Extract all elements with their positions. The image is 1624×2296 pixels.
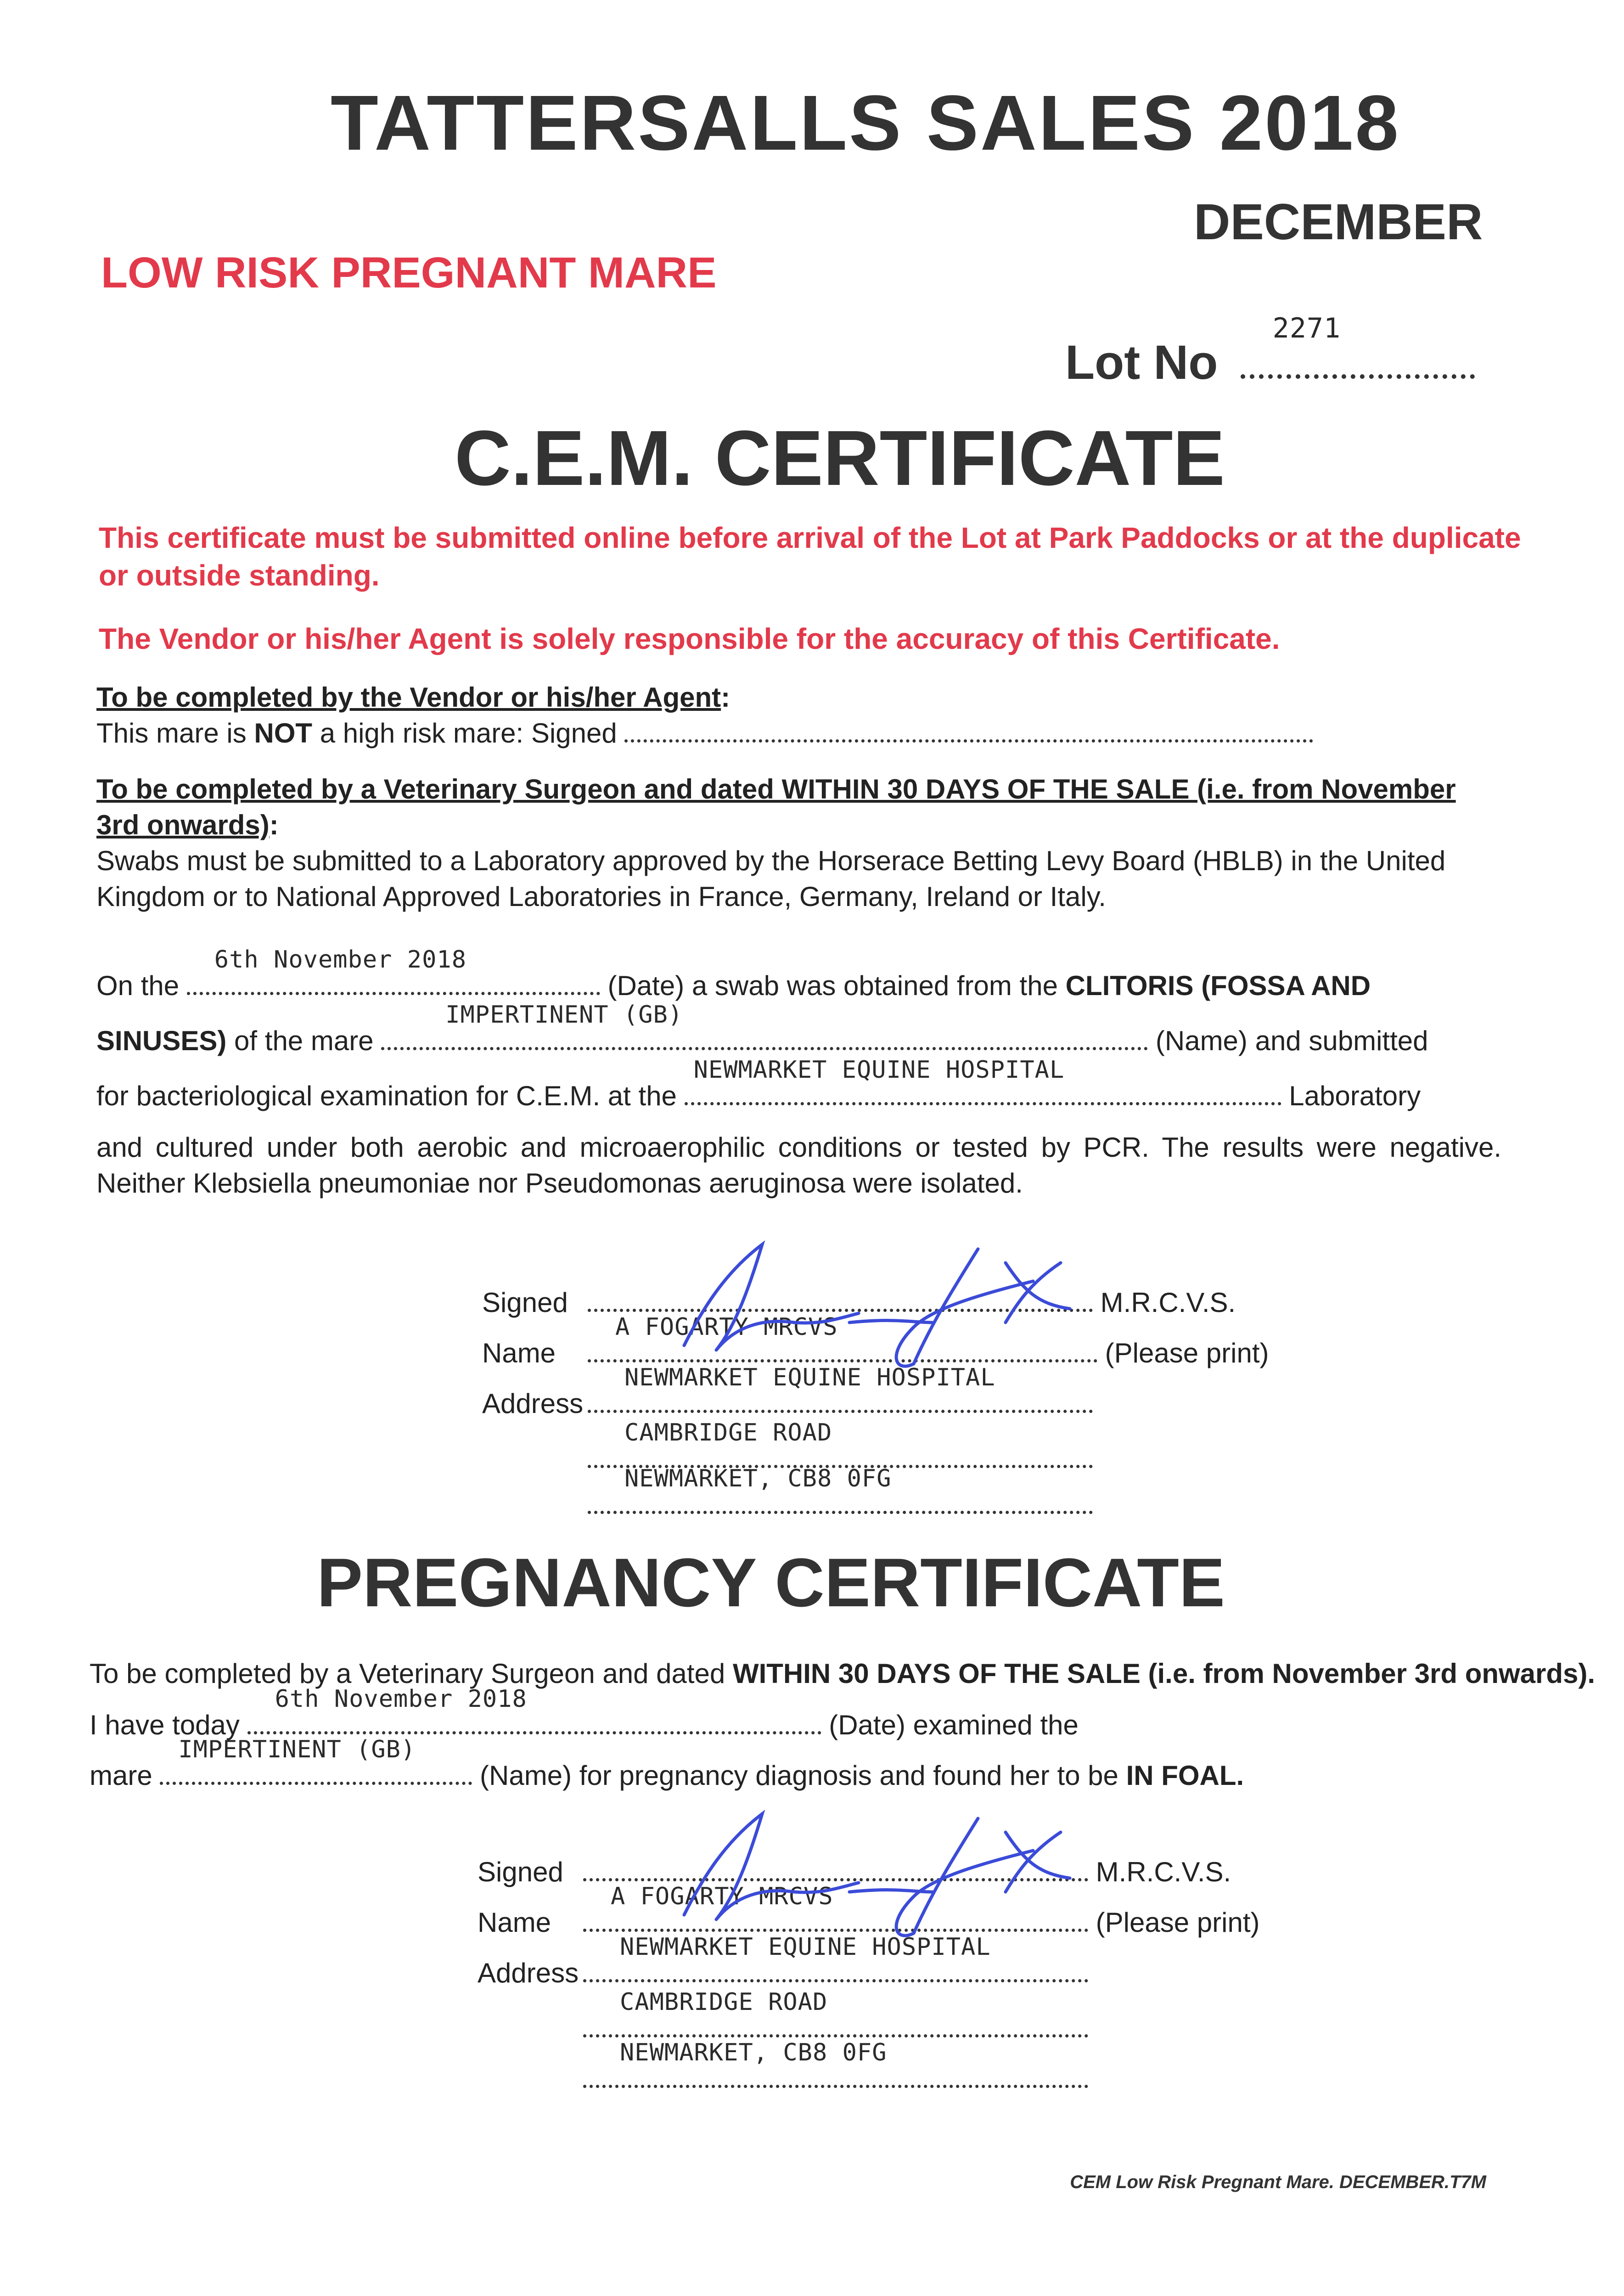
lot-label: Lot No xyxy=(1065,336,1218,389)
mare-name-field xyxy=(381,1001,1148,1050)
preg-address-label: Address xyxy=(478,1958,579,1988)
lot-number-value: 2271 xyxy=(1272,312,1341,344)
preg-address-line-2: CAMBRIDGE ROAD xyxy=(620,1988,828,2016)
preg-address-line-3: NEWMARKET, CB8 0FG xyxy=(620,2039,887,2066)
cem-please-print: (Please print) xyxy=(1105,1338,1269,1368)
preg-address-field-3 xyxy=(583,2039,1088,2088)
preg-address-row-3 xyxy=(583,2039,1088,2094)
pregnancy-mare-value: IMPERTINENT (GB) xyxy=(178,1736,416,1763)
vendor-signature-field xyxy=(624,716,1313,743)
cem-address-field-2 xyxy=(588,1419,1093,1468)
mare-name-value: IMPERTINENT (GB) xyxy=(445,1001,683,1029)
pregnancy-examined-label: (Date) examined the xyxy=(829,1710,1079,1740)
pregnancy-mare-field xyxy=(160,1736,472,1785)
cem-name-value: A FOGARTY MRCVS xyxy=(615,1313,838,1341)
pregnancy-date-value: 6th November 2018 xyxy=(275,1685,527,1713)
cem-address-line-1: NEWMARKET EQUINE HOSPITAL xyxy=(624,1364,995,1391)
laboratory-label: Laboratory xyxy=(1289,1080,1421,1111)
preg-signed-label: Signed xyxy=(478,1857,563,1887)
vet-section-heading: To be completed by a Veterinary Surgeon and dated WITHIN 30 DAYS OF THE SALE (i.e. from November 3rd onwards) xyxy=(96,774,1456,840)
preg-please-print: (Please print) xyxy=(1096,1907,1260,1938)
pregnancy-today-label: I have today xyxy=(90,1710,240,1740)
pregnancy-diagnosis-text: (Name) for pregnancy diagnosis and found her to be xyxy=(480,1760,1126,1791)
swab-mare-row xyxy=(96,1001,1428,1057)
name-and-submitted-label: (Name) and submitted xyxy=(1155,1025,1428,1056)
sale-month: DECEMBER xyxy=(1194,194,1483,250)
laboratory-value: NEWMARKET EQUINE HOSPITAL xyxy=(693,1056,1065,1084)
vendor-section: To be completed by the Vendor or his/her Agent: This mare is NOT a high risk mare: Signed xyxy=(96,680,1501,751)
preg-name-value: A FOGARTY MRCVS xyxy=(611,1883,833,1910)
pregnancy-date-field xyxy=(247,1685,821,1734)
preg-signature-scribble xyxy=(657,1805,1093,1942)
swab-date-row xyxy=(96,946,1371,1002)
submission-notice: This certificate must be submitted online before arrival of the Lot at Park Paddocks or at the duplicate or outside standing. xyxy=(99,521,1521,592)
mare-category: LOW RISK PREGNANT MARE xyxy=(101,248,717,297)
preg-address-field-2 xyxy=(583,1988,1088,2037)
of-the-mare-label: of the mare xyxy=(226,1025,374,1056)
preg-address-line-1: NEWMARKET EQUINE HOSPITAL xyxy=(620,1933,991,1961)
swab-date-text: (Date) a swab was obtained from the xyxy=(607,970,1066,1001)
pregnancy-certificate-heading: PREGNANCY CERTIFICATE xyxy=(317,1544,1225,1621)
cem-address-row-1 xyxy=(482,1364,1093,1419)
swab-location: CLITORIS (FOSSA AND xyxy=(1065,970,1371,1001)
lot-number-field xyxy=(1241,312,1475,379)
cem-signed-label: Signed xyxy=(482,1287,568,1318)
laboratory-row xyxy=(96,1056,1421,1112)
vendor-statement-not: NOT xyxy=(254,718,313,748)
sinuses-label: SINUSES) xyxy=(96,1025,227,1056)
on-the-label: On the xyxy=(96,970,180,1001)
cem-address-line-2: CAMBRIDGE ROAD xyxy=(624,1419,832,1446)
cem-mrcvs-label: M.R.C.V.S. xyxy=(1100,1287,1236,1318)
preg-address-field-1 xyxy=(583,1933,1088,1982)
pregnancy-intro-row-1 xyxy=(90,1658,1595,1689)
document-title: TATTERSALLS SALES 2018 xyxy=(331,79,1400,167)
in-foal-result: IN FOAL. xyxy=(1126,1760,1244,1791)
vendor-statement-b: a high risk mare: Signed xyxy=(312,718,617,748)
vendor-responsibility-notice: The Vendor or his/her Agent is solely responsible for the accuracy of this Certificate. xyxy=(99,622,1280,655)
preg-address-row-1 xyxy=(478,1933,1088,1989)
lot-number-row xyxy=(1065,312,1475,390)
cem-address-field-3 xyxy=(588,1465,1093,1514)
pregnancy-mare-row xyxy=(90,1736,1244,1791)
swab-instructions: Swabs must be submitted to a Laboratory approved by the Horserace Betting Levy Board (HBLB) in the United Kingdom or to National Approved Laboratories in France, Germany, Ireland or Italy. xyxy=(96,845,1446,912)
vendor-section-heading: To be completed by the Vendor or his/her Agent xyxy=(96,682,721,713)
cem-certificate-heading: C.E.M. CERTIFICATE xyxy=(455,415,1225,502)
bacteriological-text: for bacteriological examination for C.E.M. at the xyxy=(96,1080,677,1111)
form-reference-footer: CEM Low Risk Pregnant Mare. DECEMBER.T7M xyxy=(1070,2172,1486,2192)
cem-address-field-1 xyxy=(588,1364,1093,1413)
pregnancy-within-30-days: WITHIN 30 DAYS OF THE SALE (i.e. from November 3rd onwards). xyxy=(732,1658,1596,1689)
preg-mrcvs-label: M.R.C.V.S. xyxy=(1096,1857,1231,1887)
cem-name-label: Name xyxy=(482,1338,556,1368)
preg-name-label: Name xyxy=(478,1907,551,1938)
culture-results: and cultured under both aerobic and microaerophilic conditions or tested by PCR. The results were negative. Neither Klebsiella pneumoniae nor Pseudomonas aeruginosa were isolated. xyxy=(96,1132,1501,1199)
cem-address-row-3 xyxy=(588,1465,1093,1520)
vendor-statement-a: This mare is xyxy=(96,718,254,748)
swab-date-value: 6th November 2018 xyxy=(214,946,467,974)
cem-signature-scribble xyxy=(657,1235,1093,1373)
pregnancy-mare-label: mare xyxy=(90,1760,152,1791)
cem-address-label: Address xyxy=(482,1388,584,1419)
swab-date-field xyxy=(187,946,600,995)
vet-section: To be completed by a Veterinary Surgeon and dated WITHIN 30 DAYS OF THE SALE (i.e. from November 3rd onwards): Swabs must be submitted to a Laboratory approved by the Horserace Betting Levy Board (HBLB) in the United Kingdom or to National Approved Laboratories in France, Germany, Ireland or Italy. xyxy=(96,774,1456,912)
pregnancy-intro-text: To be completed by a Veterinary Surgeon and dated xyxy=(90,1658,733,1689)
laboratory-field xyxy=(685,1056,1281,1105)
cem-address-line-3: NEWMARKET, CB8 0FG xyxy=(624,1465,892,1492)
